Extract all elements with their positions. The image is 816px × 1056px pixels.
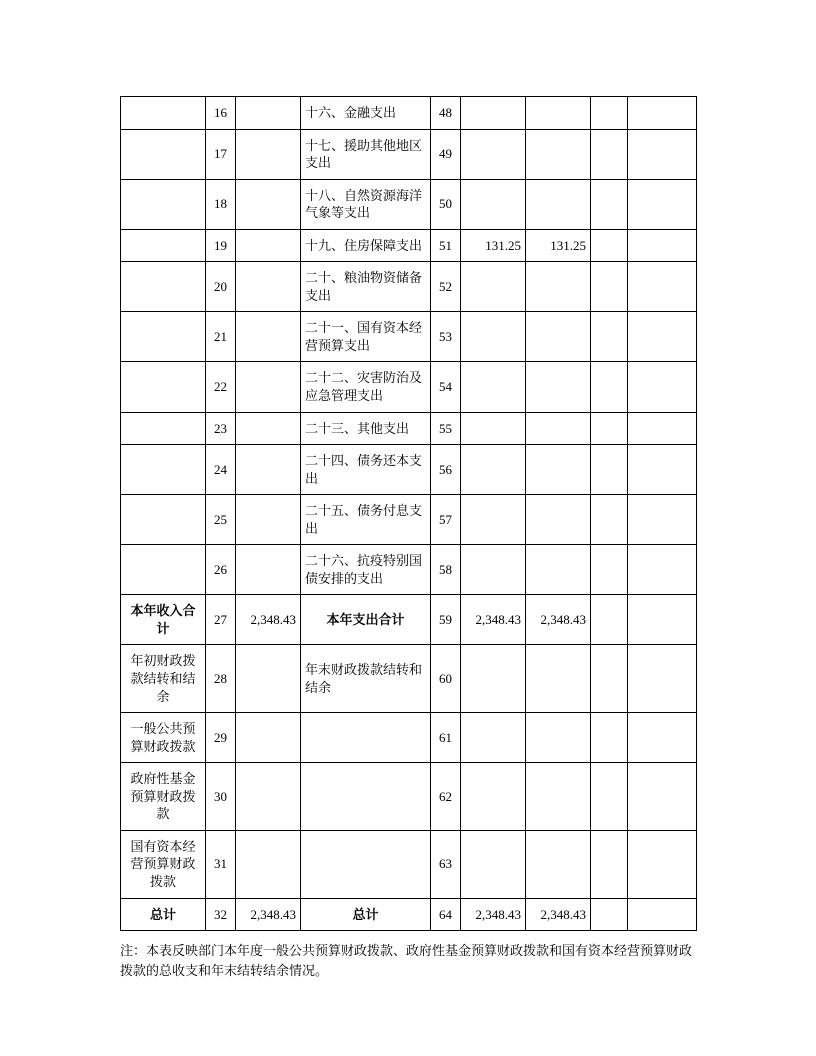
table-row (121, 713, 697, 763)
table-row (121, 362, 697, 412)
table-row (121, 262, 697, 312)
value-left-cell (236, 830, 301, 898)
table-row (121, 898, 697, 931)
empty-cell (591, 262, 628, 312)
empty-cell (591, 445, 628, 495)
value-b-cell (526, 830, 591, 898)
row-number-right-cell: 52 (431, 262, 461, 312)
value-b-cell (526, 645, 591, 713)
table-row (121, 495, 697, 545)
row-number-left-cell: 26 (206, 545, 236, 595)
value-a-cell (461, 97, 526, 130)
label-left-cell (121, 545, 206, 595)
value-a-cell (461, 445, 526, 495)
label-left-cell (121, 362, 206, 412)
value-left-cell (236, 179, 301, 229)
empty-cell (628, 412, 697, 445)
label-right-cell: 本年支出合计 (301, 595, 431, 645)
empty-cell (628, 645, 697, 713)
label-left-cell (121, 412, 206, 445)
label-right-cell: 二十二、灾害防治及应急管理支出 (301, 362, 431, 412)
empty-cell (628, 830, 697, 898)
row-number-right-cell: 53 (431, 312, 461, 362)
table-row (121, 312, 697, 362)
value-left-cell (236, 495, 301, 545)
value-a-cell (461, 495, 526, 545)
budget-table-body (121, 97, 697, 931)
empty-cell (591, 898, 628, 931)
empty-cell (628, 595, 697, 645)
value-left-cell (236, 129, 301, 179)
value-left-cell (236, 445, 301, 495)
empty-cell (591, 229, 628, 262)
row-number-left-cell: 17 (206, 129, 236, 179)
row-number-right-cell: 55 (431, 412, 461, 445)
row-number-right-cell: 48 (431, 97, 461, 130)
row-number-left-cell: 22 (206, 362, 236, 412)
table-row (121, 445, 697, 495)
row-number-right-cell: 59 (431, 595, 461, 645)
table-row (121, 97, 697, 130)
value-left-cell (236, 412, 301, 445)
empty-cell (591, 129, 628, 179)
value-a-cell (461, 645, 526, 713)
row-number-left-cell: 32 (206, 898, 236, 931)
label-left-cell (121, 179, 206, 229)
value-b-cell: 131.25 (526, 229, 591, 262)
empty-cell (628, 262, 697, 312)
label-right-cell: 二十六、抗疫特别国债安排的支出 (301, 545, 431, 595)
value-left-cell (236, 362, 301, 412)
value-b-cell (526, 763, 591, 831)
empty-cell (591, 412, 628, 445)
label-right-cell (301, 830, 431, 898)
label-left-cell: 一般公共预算财政拨款 (121, 713, 206, 763)
table-row (121, 179, 697, 229)
empty-cell (591, 312, 628, 362)
label-right-cell (301, 713, 431, 763)
value-a-cell (461, 763, 526, 831)
label-left-cell (121, 97, 206, 130)
value-a-cell (461, 179, 526, 229)
value-left-cell (236, 763, 301, 831)
empty-cell (628, 713, 697, 763)
row-number-left-cell: 24 (206, 445, 236, 495)
row-number-right-cell: 54 (431, 362, 461, 412)
table-row (121, 763, 697, 831)
label-right-cell: 十七、援助其他地区支出 (301, 129, 431, 179)
value-left-cell (236, 229, 301, 262)
empty-cell (591, 495, 628, 545)
label-left-cell (121, 229, 206, 262)
value-a-cell (461, 362, 526, 412)
label-right-cell: 二十四、债务还本支出 (301, 445, 431, 495)
table-row (121, 545, 697, 595)
empty-cell (591, 545, 628, 595)
value-left-cell: 2,348.43 (236, 898, 301, 931)
empty-cell (591, 179, 628, 229)
label-left-cell (121, 495, 206, 545)
label-left-cell (121, 129, 206, 179)
row-number-left-cell: 21 (206, 312, 236, 362)
label-right-cell: 二十三、其他支出 (301, 412, 431, 445)
empty-cell (591, 362, 628, 412)
table-row (121, 229, 697, 262)
label-right-cell: 二十五、债务付息支出 (301, 495, 431, 545)
label-left-cell: 年初财政拨款结转和结余 (121, 645, 206, 713)
empty-cell (591, 97, 628, 130)
label-right-cell: 二十一、国有资本经营预算支出 (301, 312, 431, 362)
label-right-cell: 十六、金融支出 (301, 97, 431, 130)
row-number-right-cell: 62 (431, 763, 461, 831)
empty-cell (628, 97, 697, 130)
empty-cell (628, 129, 697, 179)
value-b-cell (526, 97, 591, 130)
label-right-cell: 年末财政拨款结转和结余 (301, 645, 431, 713)
row-number-left-cell: 16 (206, 97, 236, 130)
label-left-cell: 总计 (121, 898, 206, 931)
value-left-cell (236, 545, 301, 595)
value-left-cell (236, 262, 301, 312)
row-number-left-cell: 27 (206, 595, 236, 645)
value-b-cell (526, 129, 591, 179)
table-row (121, 412, 697, 445)
label-right-cell: 十八、自然资源海洋气象等支出 (301, 179, 431, 229)
value-a-cell (461, 713, 526, 763)
empty-cell (591, 645, 628, 713)
empty-cell (591, 763, 628, 831)
budget-table (120, 96, 697, 931)
value-a-cell (461, 545, 526, 595)
value-b-cell: 2,348.43 (526, 898, 591, 931)
value-a-cell (461, 262, 526, 312)
value-a-cell (461, 830, 526, 898)
value-b-cell (526, 545, 591, 595)
table-row (121, 595, 697, 645)
label-right-cell: 十九、住房保障支出 (301, 229, 431, 262)
table-row (121, 830, 697, 898)
row-number-right-cell: 63 (431, 830, 461, 898)
empty-cell (591, 595, 628, 645)
value-b-cell (526, 713, 591, 763)
row-number-left-cell: 25 (206, 495, 236, 545)
empty-cell (628, 362, 697, 412)
label-left-cell: 本年收入合计 (121, 595, 206, 645)
row-number-right-cell: 57 (431, 495, 461, 545)
row-number-left-cell: 23 (206, 412, 236, 445)
row-number-left-cell: 29 (206, 713, 236, 763)
row-number-right-cell: 56 (431, 445, 461, 495)
row-number-right-cell: 61 (431, 713, 461, 763)
label-left-cell (121, 445, 206, 495)
table-row (121, 645, 697, 713)
value-b-cell (526, 412, 591, 445)
label-right-cell (301, 763, 431, 831)
value-a-cell (461, 412, 526, 445)
value-left-cell (236, 713, 301, 763)
value-a-cell: 2,348.43 (461, 898, 526, 931)
label-left-cell (121, 312, 206, 362)
value-b-cell: 2,348.43 (526, 595, 591, 645)
empty-cell (628, 898, 697, 931)
empty-cell (628, 545, 697, 595)
value-left-cell (236, 645, 301, 713)
value-b-cell (526, 312, 591, 362)
value-left-cell (236, 312, 301, 362)
value-left-cell (236, 97, 301, 130)
label-left-cell: 政府性基金预算财政拨款 (121, 763, 206, 831)
empty-cell (628, 229, 697, 262)
value-a-cell (461, 129, 526, 179)
label-left-cell: 国有资本经营预算财政拨款 (121, 830, 206, 898)
table-note: 注：本表反映部门本年度一般公共预算财政拨款、政府性基金预算财政拨款和国有资本经营预算财政拨款的总收支和年末结转结余情况。 (120, 943, 693, 978)
table-row (121, 129, 697, 179)
value-b-cell (526, 445, 591, 495)
row-number-left-cell: 18 (206, 179, 236, 229)
row-number-left-cell: 20 (206, 262, 236, 312)
label-right-cell: 二十、粮油物资储备支出 (301, 262, 431, 312)
row-number-left-cell: 19 (206, 229, 236, 262)
value-a-cell: 2,348.43 (461, 595, 526, 645)
value-left-cell: 2,348.43 (236, 595, 301, 645)
value-b-cell (526, 262, 591, 312)
row-number-left-cell: 31 (206, 830, 236, 898)
value-b-cell (526, 179, 591, 229)
empty-cell (591, 713, 628, 763)
row-number-right-cell: 49 (431, 129, 461, 179)
row-number-right-cell: 51 (431, 229, 461, 262)
empty-cell (628, 495, 697, 545)
row-number-right-cell: 50 (431, 179, 461, 229)
empty-cell (628, 179, 697, 229)
empty-cell (628, 763, 697, 831)
value-b-cell (526, 362, 591, 412)
row-number-right-cell: 64 (431, 898, 461, 931)
label-left-cell (121, 262, 206, 312)
row-number-right-cell: 58 (431, 545, 461, 595)
value-a-cell (461, 312, 526, 362)
label-right-cell: 总计 (301, 898, 431, 931)
value-a-cell: 131.25 (461, 229, 526, 262)
empty-cell (591, 830, 628, 898)
empty-cell (628, 312, 697, 362)
row-number-right-cell: 60 (431, 645, 461, 713)
row-number-left-cell: 30 (206, 763, 236, 831)
empty-cell (628, 445, 697, 495)
row-number-left-cell: 28 (206, 645, 236, 713)
value-b-cell (526, 495, 591, 545)
